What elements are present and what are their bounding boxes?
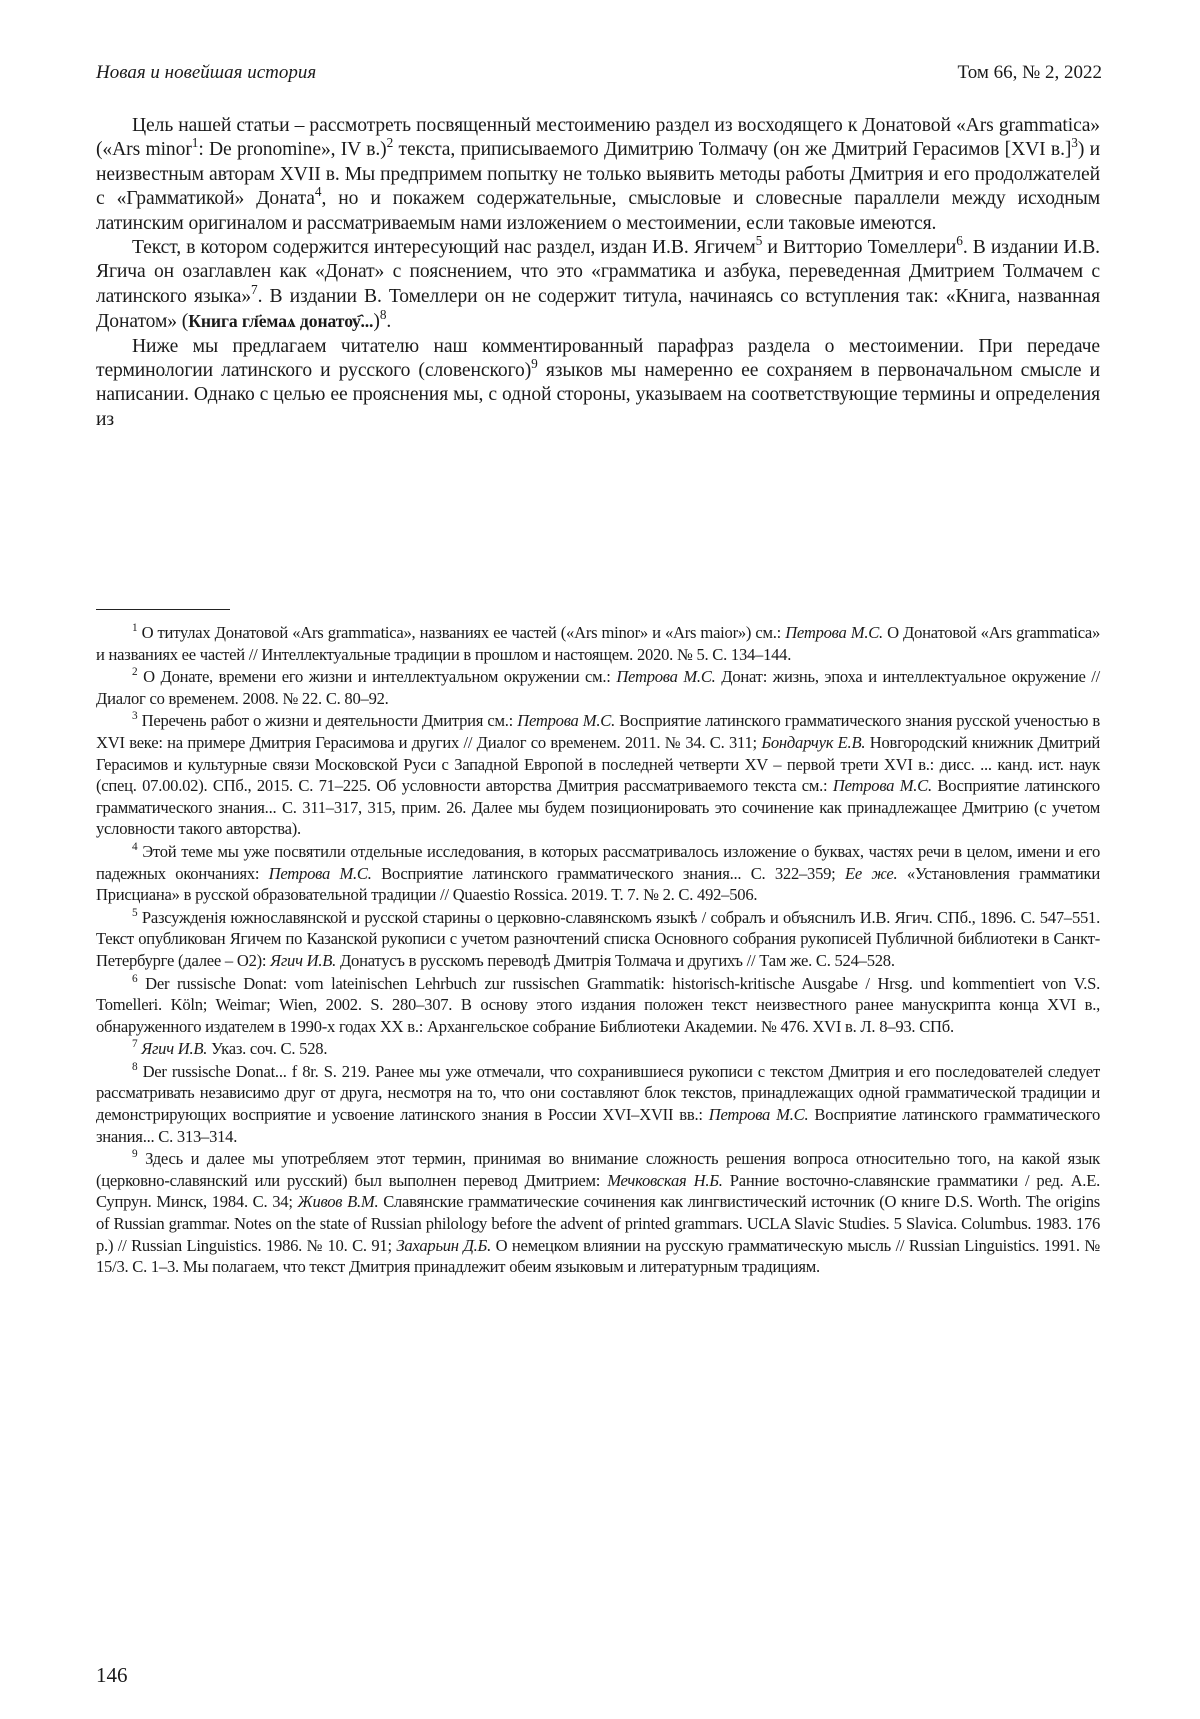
author-name: Захарьин Д.Б.	[396, 1236, 491, 1255]
footnote-ref: 1	[132, 622, 137, 634]
footnote-divider	[96, 609, 230, 610]
author-name: Бондарчук Е.В.	[761, 733, 865, 752]
footnote	[96, 1038, 1100, 1060]
text-run: Der russische Donat... f 8r. S. 219. Ранее мы уже отмечали, что сохранившиеся рукописи с текстом Дмитрия и его последователей следует рассматривать независимо друг от друга, несмотря на то, что они составляют блок текстов, принадлежащих одной грамматической традиции и демонстрирующих восприятие и усвоение латинского знания в России XVI–XVII вв.:	[96, 1062, 1100, 1124]
footnotes	[96, 622, 1100, 1279]
footnote-ref: 5	[132, 907, 137, 919]
text-run: Новгородский книжник Дмитрий Герасимов и культурные связи Московской Руси с Западной Европой в последней четверти XV – первой трети XVI в.: дисс. ... канд. ист. наук (спец. 07.00.02). СПб., 2015. С. 71–225. Об условности авторства Дмитрия рассматриваемого текста см.:	[96, 733, 1100, 795]
author-name: Живов В.М.	[298, 1192, 379, 1211]
footnote-ref: 6	[956, 233, 963, 248]
text-run: О Донате, времени его жизни и интеллектуальном окружении см.:	[137, 667, 616, 686]
footnote-ref: 3	[132, 711, 137, 723]
author-name: Мечковская Н.Б.	[607, 1171, 722, 1190]
footnote-ref: 1	[192, 135, 199, 150]
footnote-ref: 6	[132, 973, 137, 985]
body-text	[96, 114, 1100, 432]
author-name: Петрова М.С.	[269, 864, 372, 883]
footnote-ref: 2	[387, 135, 394, 150]
text-run: . В издании И.В. Ягича он озаглавлен как «Донат» с пояснением, что это «грамматика и азбука, переведенная Дмитрием Толмачем с латинского языка»	[96, 237, 1100, 307]
footnote	[96, 907, 1100, 972]
footnote	[96, 710, 1100, 840]
footnote	[96, 622, 1100, 665]
footnote-ref: 4	[315, 184, 322, 199]
text-run: Ранние восточно-славянские грамматики / ред. А.Е. Супрун. Минск, 1984. С. 34;	[96, 1171, 1100, 1212]
page-number: 146	[96, 1663, 128, 1688]
text-run: Текст, в котором содержится интересующий нас раздел, издан И.В. Ягичем	[132, 237, 756, 258]
text-run: Указ. соч. С. 528.	[207, 1039, 327, 1058]
footnote-ref: 7	[251, 282, 258, 297]
footnote-ref: 4	[132, 841, 137, 853]
footnote-ref: 3	[1071, 135, 1078, 150]
footnote	[96, 973, 1100, 1038]
footnote	[96, 666, 1100, 709]
footnote-ref: 9	[132, 1148, 137, 1160]
footnote-ref: 8	[132, 1061, 137, 1073]
text-run: Восприятие латинского грамматического знания... С. 313–314.	[96, 1105, 1100, 1146]
text-run: Донат: жизнь, эпоха и интеллектуальное окружение // Диалог со временем. 2008. № 22. С. 80–92.	[96, 667, 1100, 708]
church-slavonic-quote: Книга гл҃емаѧ донатѹ҄...	[188, 311, 373, 331]
footnote-ref: 2	[132, 666, 137, 678]
footnote	[96, 1148, 1100, 1278]
text-run: и Витторио Томеллери	[762, 237, 956, 258]
text-run: Перечень работ о жизни и деятельности Дмитрия см.:	[137, 711, 517, 730]
text-run: языков мы намеренно ее сохраняем в первоначальном смысле и написании. Однако с целью ее прояснения мы, с одной стороны, указываем на соответствующие термины и определения из	[96, 360, 1100, 430]
text-run: : De pronomine», IV в.)	[198, 139, 386, 160]
text-run: Восприятие латинского грамматического знания русской ученостью в XVI веке: на примере Дмитрия Герасимова и других // Диалог со временем. 2011. № 34. С. 311;	[96, 711, 1100, 752]
text-run: текста, приписываемого Димитрию Толмачу (он же Дмитрий Герасимов [XVI в.]	[393, 139, 1071, 160]
text-run: О Донатовой «Ars grammatica» и названиях ее частей // Интеллектуальные традиции в прошлом и настоящем. 2020. № 5. С. 134–144.	[96, 623, 1100, 664]
text-run: . В издании В. Томеллери он не содержит титула, начинаясь со вступления так: «Книга, названная Донатом» (	[96, 286, 1100, 332]
author-name: Ягич И.В.	[270, 951, 336, 970]
text-run: Цель нашей статьи – рассмотреть посвященный местоимению раздел из восходящего к Донатовой «Ars grammatica» («Ars minor	[96, 115, 1100, 160]
text-run: , но и покажем содержательные, смысловые и словесные параллели между исходным латинским оригиналом и рассматриваемым нами изложением о местоимении, если таковые имеются.	[96, 188, 1100, 233]
footnote-ref: 8	[380, 307, 387, 322]
paragraph	[96, 335, 1100, 433]
author-name: Петрова М.С.	[709, 1105, 809, 1124]
text-run: Восприятие латинского грамматического знания... С. 311–317, 315, прим. 26. Далее мы будем позиционировать это сочинение как принадлежащее Дмитрию (с учетом условности такого авторства).	[96, 776, 1100, 838]
text-run: Донатусъ в русскомъ переводѣ Дмитрія Толмача и другихъ // Там же. С. 524–528.	[336, 951, 895, 970]
text-run: Славянские грамматические сочинения как лингвистический источник (О книге D.S. Worth. The origins of Russian grammar. Notes on the state of Russian philology before the advent of printed grammars. UCLA Slavic Studies. 5 Slavica. Columbus. 1983. 176 p.) // Russian Linguistics. 1986. № 10. С. 91;	[96, 1192, 1100, 1254]
author-name: Петрова М.С.	[833, 776, 932, 795]
text-run: ) и неизвестным авторам XVII в. Мы предпримем попытку не только выявить методы работы Дмитрия и его продолжателей с «Грамматикой» Доната	[96, 139, 1100, 209]
paragraph	[96, 236, 1100, 335]
author-name: Ее же.	[845, 864, 897, 883]
author-name: Ягич И.В.	[141, 1039, 207, 1058]
text-run: Der russische Donat: vom lateinischen Lehrbuch zur russischen Grammatik: historisch-kritische Ausgabe / Hrsg. und kommentiert von V.S. Tomelleri. Köln; Weimar; Wien, 2002. S. 280–307. В основу этого издания положен текст неизвестного ранее манускрипта конца XVI в., обнаруженного издателем в 1990-х годах XX в.: Архангельское собрание Библиотеки Академии. № 476. XVI в. Л. 8–93. СПб.	[96, 974, 1100, 1036]
author-name: Петрова М.С.	[616, 667, 715, 686]
text-run: О немецком влиянии на русскую грамматическую мысль // Russian Linguistics. 1991. № 15/3. С. 1–3. Мы полагаем, что текст Дмитрия принадлежит обеим языковым и литературным традициям.	[96, 1236, 1100, 1277]
footnote-ref: 9	[531, 356, 538, 371]
text-run: «Установления грамматики Присциана» в русской образовательной традиции // Quaestio Rossica. 2019. Т. 7. № 2. С. 492–506.	[96, 864, 1100, 905]
issue-info: Том 66, № 2, 2022	[958, 62, 1102, 84]
text-run: Восприятие латинского грамматического знания... С. 322–359;	[372, 864, 845, 883]
paragraph	[96, 114, 1100, 236]
author-name: Петрова М.С.	[785, 623, 883, 642]
text-run: )	[373, 311, 379, 332]
text-run: О титулах Донатовой «Ars grammatica», названиях ее частей («Ars minor» и «Ars maior») см.:	[137, 623, 785, 642]
footnote-ref: 5	[756, 233, 763, 248]
text-run: Здесь и далее мы употребляем этот термин, принимая во внимание сложность решения вопроса относительно того, на какой язык (церковно-славянский или русский) был выполнен перевод Дмитрием:	[96, 1149, 1100, 1190]
running-header	[96, 62, 1102, 84]
footnote	[96, 1061, 1100, 1147]
journal-title: Новая и новейшая история	[96, 62, 316, 84]
footnote-ref: 7	[132, 1039, 137, 1051]
text-run: Разсужденія южнославянской и русской старины о церковно-славянскомъ языкѣ / собралъ и объяснилъ И.В. Ягич. СПб., 1896. С. 547–551. Текст опубликован Ягичем по Казанской рукописи с учетом разночтений списка Основного собрания рукописей Публичной библиотеки в Санкт-Петербурге (далее – О2):	[96, 908, 1100, 970]
text-run: Ниже мы предлагаем читателю наш комментированный парафраз раздела о местоимении. При передаче терминологии латинского и русского (словенского)	[96, 336, 1100, 381]
author-name: Петрова М.С.	[517, 711, 615, 730]
text-run: .	[386, 311, 391, 332]
text-run: Этой теме мы уже посвятили отдельные исследования, в которых рассматривалось изложение о буквах, частях речи в целом, имени и его падежных окончаниях:	[96, 842, 1100, 883]
footnote	[96, 841, 1100, 906]
